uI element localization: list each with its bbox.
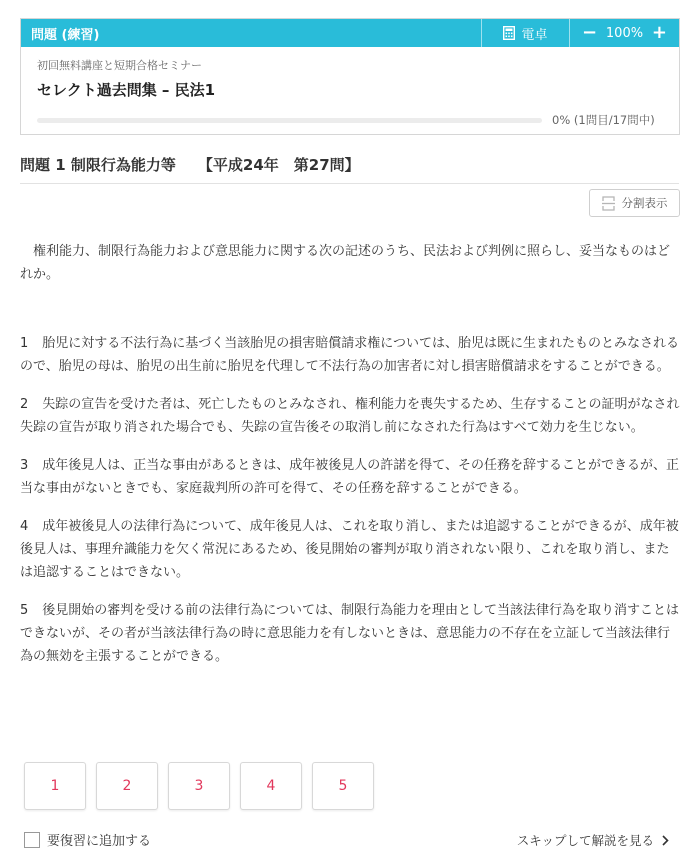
answer-button-2[interactable]: 2 (96, 762, 158, 810)
progress-row (37, 112, 663, 128)
question-stem: 権利能力、制限行為能力および意思能力に関する次の記述のうち、民法および判例に照らし、妥当なものはどれか。 (20, 244, 671, 282)
split-view-label: 分割表示 (621, 196, 668, 210)
calculator-icon (503, 26, 515, 40)
zoom-level: 100% (605, 25, 644, 41)
choice-number: 2 (20, 397, 29, 412)
choice-3 (20, 454, 680, 500)
choice-1 (20, 332, 680, 378)
choice-number: 4 (20, 519, 29, 534)
mode-label: 問題 (練習) (31, 27, 100, 43)
progress-text: 0% (1問目/17問中) (552, 113, 655, 127)
skip-link[interactable] (517, 831, 669, 849)
zoom-in-button[interactable]: + (651, 22, 667, 43)
review-label: 要復習に追加する (47, 834, 152, 849)
book-title: セレクト過去問集 – 民法1 (37, 81, 216, 99)
choice-4 (20, 515, 680, 584)
calculator-button[interactable] (481, 19, 569, 47)
skip-label: スキップして解説を見る (516, 833, 654, 848)
question-title (20, 154, 360, 175)
question-header-card (20, 18, 680, 135)
choice-text: 失踪の宣告を受けた者は、死亡したものとみなされ、権利能力を喪失するため、生存することの証明がなされ失踪の宣告が取り消された場合でも、失踪の宣告後その取消し前になされた行為はすべて効力を生じない。 (20, 397, 680, 435)
header-bar (21, 19, 679, 47)
question-heading: 問題 1 制限行為能力等 (20, 156, 176, 174)
choice-text: 成年後見人は、正当な事由があるときは、成年被後見人の許諾を得て、その任務を辞することができるが、正当な事由がないときでも、家庭裁判所の許可を得て、その任務を辞することができる。 (20, 458, 680, 496)
split-view-button[interactable] (589, 189, 680, 217)
title-divider (20, 183, 679, 184)
answer-button-5[interactable]: 5 (312, 762, 374, 810)
question-content (20, 240, 680, 668)
answer-button-3[interactable]: 3 (168, 762, 230, 810)
review-checkbox[interactable] (24, 830, 151, 849)
chevron-right-icon (662, 835, 669, 846)
choice-list (20, 332, 680, 668)
split-view-icon (602, 196, 615, 211)
choice-text: 胎児に対する不法行為に基づく当該胎児の損害賠償請求権については、胎児は既に生まれたものとみなされるので、胎児の母は、胎児の出生前に胎児を代理して不法行為の加害者に対し損害賠償請求をすることができる。 (20, 336, 680, 374)
progress-bar (37, 118, 542, 123)
choice-number: 3 (20, 458, 29, 473)
zoom-control (569, 19, 679, 47)
choice-number: 5 (20, 603, 29, 618)
choice-5 (20, 599, 680, 668)
choice-text: 後見開始の審判を受ける前の法律行為については、制限行為能力を理由として当該法律行為を取り消すことはできないが、その者が当該法律行為の時に意思能力を有しないときは、意思能力の不存在を立証して当該法律行為の無効を主張することができる。 (20, 603, 680, 664)
answer-buttons (24, 762, 384, 810)
question-year: 【平成24年 第27問】 (197, 156, 360, 174)
answer-button-1[interactable]: 1 (24, 762, 86, 810)
answer-button-4[interactable]: 4 (240, 762, 302, 810)
seminar-label: 初回無料講座と短期合格セミナー (37, 59, 202, 72)
choice-text: 成年被後見人の法律行為について、成年後見人は、これを取り消し、または追認することができるが、成年被後見人は、事理弁識能力を欠く常況にあるため、後見開始の審判が取り消されない限り、これを取り消し、または追認することはできない。 (20, 519, 679, 580)
checkbox-icon[interactable] (24, 832, 40, 848)
choice-2 (20, 393, 680, 439)
choice-number: 1 (20, 336, 29, 351)
calculator-label: 電卓 (521, 27, 548, 43)
zoom-out-button[interactable]: − (582, 22, 598, 43)
